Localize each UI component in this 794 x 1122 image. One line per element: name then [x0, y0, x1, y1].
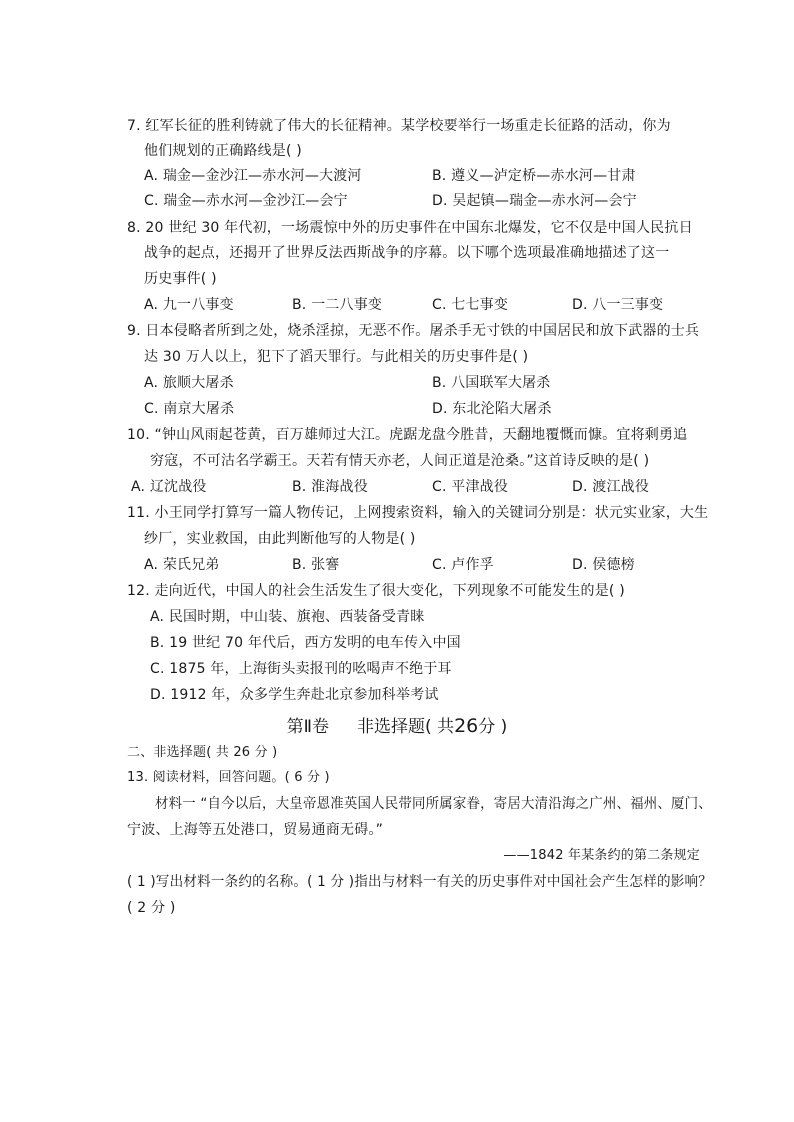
- q8-option-d: D. 八一三事变: [572, 297, 664, 313]
- q9-option-d: D. 东北沦陷大屠杀: [432, 401, 552, 417]
- q7-stem: 7. 红军长征的胜利铸就了伟大的长征精神。某学校要举行一场重走长征路的活动，你为: [127, 118, 671, 134]
- material-one: 材料一 “自今以后，大皇帝恩准英国人民带同所属家眷，寄居大清沿海之广州、福州、厦门、: [155, 796, 712, 812]
- q13-sub1: ( 1 )写出材料一条约的名称。( 1 分 )指出与材料一有关的历史事件对中国社会产生怎样的影响？: [127, 874, 713, 890]
- q13-sub1-score: ( 2 分 ): [127, 900, 176, 916]
- q11-option-a: A. 荣氏兄弟: [144, 557, 220, 573]
- q13-stem: 13. 阅读材料，回答问题。( 6 分 ): [127, 770, 330, 785]
- q9-option-b: B. 八国联军大屠杀: [432, 375, 551, 391]
- q7-stem-cont: 他们规划的正确路线是( ): [144, 143, 302, 159]
- q11-option-d: D. 侯德榜: [572, 557, 635, 573]
- q11-option-b: B. 张謇: [292, 557, 340, 573]
- q9-option-c: C. 南京大屠杀: [144, 401, 235, 417]
- q10-option-a: A. 辽沈战役: [131, 479, 207, 495]
- q7-option-a: A. 瑞金—金沙江—赤水河—大渡河: [144, 168, 362, 184]
- q8-stem: 8. 20 世纪 30 年代初，一场震惊中外的历史事件在中国东北爆发，它不仅是中国人民抗日: [127, 220, 693, 236]
- q10-stem-cont: 穷寇，不可沽名学霸王。天若有情天亦老，人间正道是沧桑。”这首诗反映的是( ): [150, 453, 650, 469]
- q9-option-a: A. 旅顺大屠杀: [144, 375, 234, 391]
- q7-option-c: C. 瑞金—赤水河—金沙江—会宁: [144, 193, 348, 209]
- q12-stem: 12. 走向近代，中国人的社会生活发生了很大变化，下列现象不可能发生的是( ): [127, 583, 625, 599]
- q11-stem: 11. 小王同学打算写一篇人物传记，上网搜索资料，输入的关键词分别是：状元实业家，大生: [127, 505, 709, 521]
- material-one-cont: 宁波、上海等五处港口，贸易通商无碍。”: [127, 822, 384, 838]
- q9-stem: 9. 日本侵略者所到之处，烧杀淫掠，无恶不作。屠杀手无寸铁的中国居民和放下武器的士兵: [127, 323, 700, 339]
- q7-option-b: B. 遵义—泸定桥—赤水河—甘肃: [432, 168, 636, 184]
- q11-option-c: C. 卢作孚: [432, 557, 494, 573]
- q12-option-a: A. 民国时期，中山装、旗袍、西装备受青睐: [150, 609, 425, 625]
- q12-option-d: D. 1912 年，众多学生奔赴北京参加科举考试: [150, 687, 439, 703]
- q8-stem-cont: 战争的起点，还揭开了世界反法西斯战争的序幕。以下哪个选项最准确地描述了这一: [144, 245, 670, 261]
- q8-option-b: B. 一二八事变: [292, 297, 383, 313]
- q7-option-d: D. 吴起镇—瑞金—赤水河—会宁: [432, 193, 637, 209]
- q8-option-c: C. 七七事变: [432, 297, 509, 313]
- q9-stem-cont: 达 30 万人以上，犯下了滔天罪行。与此相关的历史事件是( ): [144, 349, 529, 365]
- section-title-score: 26: [454, 715, 479, 737]
- q12-option-b: B. 19 世纪 70 年代后，西方发明的电车传入中国: [150, 635, 461, 651]
- material-source: ——1842 年某条约的第二条规定: [503, 848, 700, 863]
- q10-option-b: B. 淮海战役: [292, 479, 368, 495]
- section-title-right: 非选择题( 共: [357, 717, 455, 737]
- q11-stem-cont: 纱厂，实业救国，由此判断他写的人物是( ): [144, 531, 416, 547]
- q10-option-d: D. 渡江战役: [572, 479, 650, 495]
- section-title-end: 分 ): [478, 717, 508, 737]
- section-title-left: 第Ⅱ卷: [286, 717, 330, 737]
- section-title: [0, 714, 794, 739]
- section-heading: 二、非选择题( 共 26 分 ): [127, 745, 278, 760]
- q10-stem: 10. “钟山风雨起苍黄，百万雄师过大江。虎踞龙盘今胜昔，天翻地覆慨而慷。宜将剩勇追: [127, 427, 688, 443]
- q8-option-a: A. 九一八事变: [144, 297, 234, 313]
- q10-option-c: C. 平津战役: [432, 479, 509, 495]
- q8-stem-cont2: 历史事件( ): [144, 271, 217, 287]
- q12-option-c: C. 1875 年，上海街头卖报刊的吆喝声不绝于耳: [150, 661, 452, 677]
